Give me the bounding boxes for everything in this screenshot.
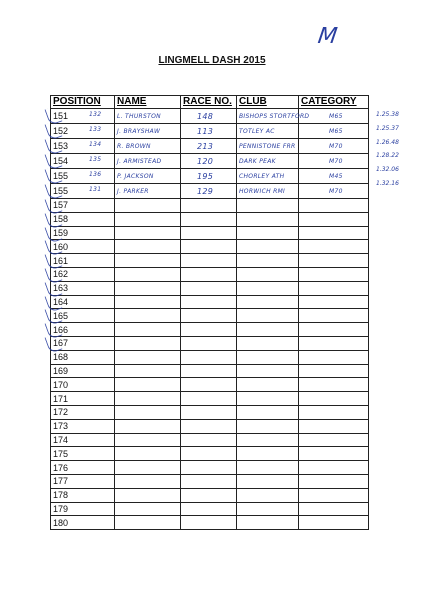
race-no-cell xyxy=(181,474,237,488)
name-cell xyxy=(115,350,181,364)
name-cell xyxy=(115,267,181,281)
table-row xyxy=(51,309,369,323)
category-cell xyxy=(299,267,369,281)
position-cell xyxy=(51,267,115,281)
name-cell xyxy=(115,323,181,337)
header-category: CATEGORY xyxy=(299,96,369,109)
finish-time: 1.32.16 xyxy=(376,179,399,187)
club-cell-text: HORWICH RMI xyxy=(239,188,286,195)
position-cell xyxy=(51,323,115,337)
name-cell xyxy=(115,461,181,475)
category-cell xyxy=(299,199,369,213)
table-row xyxy=(51,240,369,254)
table-row xyxy=(51,461,369,475)
position-number: 169 xyxy=(53,365,69,376)
club-cell xyxy=(237,350,299,364)
club-cell xyxy=(237,433,299,447)
page-title: LINGMELL DASH 2015 xyxy=(158,55,266,66)
race-no-cell xyxy=(181,364,237,378)
club-cell xyxy=(237,226,299,240)
name-cell xyxy=(115,199,181,213)
race-no-cell xyxy=(181,109,237,124)
name-cell xyxy=(115,124,181,139)
position-cell xyxy=(51,336,115,350)
table-row xyxy=(51,516,369,530)
category-cell xyxy=(299,309,369,323)
category-cell xyxy=(299,254,369,268)
position-cell xyxy=(51,295,115,309)
position-cell xyxy=(51,212,115,226)
position-cell xyxy=(51,405,115,419)
position-cell xyxy=(51,488,115,502)
position-cell xyxy=(51,139,115,154)
category-cell xyxy=(299,488,369,502)
handwritten-category-mark: M xyxy=(316,24,339,49)
position-number: 166 xyxy=(53,324,69,335)
finish-time: 1.26.48 xyxy=(376,138,399,146)
race-no-cell-text: 120 xyxy=(197,156,214,166)
table-row xyxy=(51,405,369,419)
name-cell-text: J. BRAYSHAW xyxy=(117,128,161,135)
category-cell xyxy=(299,226,369,240)
name-cell xyxy=(115,364,181,378)
category-cell xyxy=(299,502,369,516)
club-cell xyxy=(237,109,310,124)
position-number: 159 xyxy=(53,227,69,238)
position-cell xyxy=(51,419,115,433)
position-number: 154 xyxy=(53,156,69,166)
position-cell xyxy=(51,169,115,184)
category-cell-text: M70 xyxy=(329,143,343,150)
name-cell xyxy=(115,184,181,199)
category-cell xyxy=(299,212,369,226)
name-cell xyxy=(115,254,181,268)
position-number: 172 xyxy=(53,407,69,418)
race-no-cell xyxy=(181,378,237,392)
race-no-cell xyxy=(181,184,237,199)
position-cell xyxy=(51,350,115,364)
race-no-cell xyxy=(181,139,237,154)
position-cell xyxy=(51,254,115,268)
category-cell xyxy=(299,516,369,530)
handwritten-number: 135 xyxy=(89,156,102,163)
name-cell xyxy=(115,336,181,350)
position-number: 157 xyxy=(53,200,69,211)
club-cell xyxy=(237,184,299,199)
position-number: 173 xyxy=(53,421,69,432)
club-cell-text: DARK PEAK xyxy=(239,158,276,165)
table-row xyxy=(51,212,369,226)
table-row xyxy=(51,169,369,184)
table-row xyxy=(51,124,369,139)
position-cell xyxy=(51,154,115,169)
position-cell xyxy=(51,124,115,139)
header-position: POSITION xyxy=(51,96,115,109)
name-cell xyxy=(115,139,181,154)
category-cell xyxy=(299,419,369,433)
race-no-cell xyxy=(181,254,237,268)
name-cell xyxy=(115,240,181,254)
club-cell xyxy=(237,364,299,378)
table-row xyxy=(51,392,369,406)
club-cell xyxy=(237,336,299,350)
name-cell xyxy=(115,281,181,295)
position-number: 174 xyxy=(53,434,69,445)
race-no-cell xyxy=(181,309,237,323)
table-row xyxy=(51,323,369,337)
table-row xyxy=(51,378,369,392)
club-cell xyxy=(237,254,299,268)
category-cell xyxy=(299,447,369,461)
club-cell xyxy=(237,474,299,488)
position-cell xyxy=(51,281,115,295)
category-cell xyxy=(299,364,369,378)
name-cell xyxy=(115,392,181,406)
position-cell xyxy=(51,502,115,516)
name-cell xyxy=(115,378,181,392)
race-no-cell xyxy=(181,267,237,281)
name-cell xyxy=(115,169,181,184)
position-number: 161 xyxy=(53,255,69,266)
position-cell xyxy=(51,184,115,199)
finish-time: 1.32.06 xyxy=(376,166,399,174)
position-number: 168 xyxy=(53,352,69,363)
name-cell xyxy=(115,309,181,323)
club-cell xyxy=(237,309,299,323)
race-no-cell xyxy=(181,199,237,213)
race-no-cell xyxy=(181,419,237,433)
club-cell xyxy=(237,405,299,419)
club-cell xyxy=(237,447,299,461)
race-no-cell xyxy=(181,281,237,295)
name-cell xyxy=(115,488,181,502)
race-no-cell xyxy=(181,169,237,184)
category-cell xyxy=(299,336,369,350)
position-number: 179 xyxy=(53,503,69,514)
table-row xyxy=(51,267,369,281)
table-row xyxy=(51,109,369,124)
table-row xyxy=(51,350,369,364)
club-cell xyxy=(237,488,299,502)
table-row xyxy=(51,139,369,154)
race-no-cell xyxy=(181,323,237,337)
position-cell xyxy=(51,109,115,124)
position-number: 171 xyxy=(53,393,69,404)
race-no-cell xyxy=(181,516,237,530)
handwritten-number: 134 xyxy=(89,141,102,148)
handwritten-number: 131 xyxy=(89,186,102,193)
club-cell-text: TOTLEY AC xyxy=(239,128,275,135)
name-cell xyxy=(115,212,181,226)
position-cell xyxy=(51,433,115,447)
category-cell xyxy=(299,184,369,199)
position-number: 175 xyxy=(53,448,69,459)
category-cell xyxy=(299,378,369,392)
table-row xyxy=(51,154,369,169)
position-number: 167 xyxy=(53,338,69,349)
header-race-no: RACE NO. xyxy=(181,96,237,109)
results-table-container xyxy=(50,95,368,530)
position-number: 155 xyxy=(53,171,69,181)
race-no-cell xyxy=(181,488,237,502)
position-number: 164 xyxy=(53,296,69,307)
position-number: 176 xyxy=(53,462,69,473)
club-cell xyxy=(237,212,299,226)
position-number: 180 xyxy=(53,517,69,528)
table-row xyxy=(51,474,369,488)
handwritten-times-column xyxy=(376,95,422,191)
table-row xyxy=(51,254,369,268)
race-no-cell xyxy=(181,295,237,309)
race-no-cell xyxy=(181,350,237,364)
results-table xyxy=(50,95,369,530)
race-no-cell-text: 113 xyxy=(197,126,214,136)
position-cell xyxy=(51,240,115,254)
category-cell xyxy=(299,154,369,169)
position-number: 153 xyxy=(53,141,69,151)
club-cell xyxy=(237,461,299,475)
club-cell xyxy=(237,378,299,392)
position-cell xyxy=(51,392,115,406)
category-cell xyxy=(299,295,369,309)
club-cell xyxy=(237,419,299,433)
race-no-cell xyxy=(181,336,237,350)
position-cell xyxy=(51,364,115,378)
race-no-cell xyxy=(181,433,237,447)
race-no-cell xyxy=(181,461,237,475)
name-cell xyxy=(115,516,181,530)
position-number: 158 xyxy=(53,214,69,225)
category-cell-text: M45 xyxy=(329,173,343,180)
club-cell xyxy=(237,281,299,295)
name-cell xyxy=(115,474,181,488)
race-no-cell xyxy=(181,502,237,516)
club-cell-text: CHORLEY ATH xyxy=(239,173,285,180)
category-cell xyxy=(299,169,369,184)
table-row xyxy=(51,184,369,199)
club-cell xyxy=(237,295,299,309)
category-cell xyxy=(299,139,369,154)
table-row xyxy=(51,336,369,350)
table-row xyxy=(51,488,369,502)
table-row xyxy=(51,433,369,447)
position-cell xyxy=(51,378,115,392)
category-cell xyxy=(299,109,369,124)
name-cell-text: J. PARKER xyxy=(117,188,149,195)
name-cell xyxy=(115,433,181,447)
name-cell xyxy=(115,502,181,516)
position-cell xyxy=(51,516,115,530)
club-cell xyxy=(237,502,299,516)
category-cell xyxy=(299,474,369,488)
category-cell xyxy=(299,240,369,254)
results-body xyxy=(51,109,369,530)
position-cell xyxy=(51,474,115,488)
category-cell xyxy=(299,461,369,475)
position-number: 160 xyxy=(53,241,69,252)
name-cell-text: J. ARMISTEAD xyxy=(117,158,162,165)
category-cell xyxy=(299,281,369,295)
club-cell xyxy=(237,392,299,406)
finish-time: 1.28.22 xyxy=(376,152,399,160)
name-cell xyxy=(115,226,181,240)
name-cell xyxy=(115,295,181,309)
category-cell xyxy=(299,323,369,337)
position-number: 177 xyxy=(53,476,69,487)
category-cell xyxy=(299,350,369,364)
position-cell xyxy=(51,199,115,213)
name-cell-text: P. JACKSON xyxy=(117,173,154,180)
club-cell xyxy=(237,154,299,169)
position-cell xyxy=(51,447,115,461)
position-number: 162 xyxy=(53,269,69,280)
category-cell-text: M65 xyxy=(329,128,343,135)
club-cell xyxy=(237,516,299,530)
name-cell xyxy=(115,109,181,124)
category-cell-text: M65 xyxy=(329,113,343,120)
name-cell xyxy=(115,447,181,461)
table-row xyxy=(51,419,369,433)
club-cell xyxy=(237,124,299,139)
club-cell xyxy=(237,139,299,154)
category-cell xyxy=(299,392,369,406)
header-club: CLUB xyxy=(237,96,299,109)
table-row xyxy=(51,199,369,213)
table-row xyxy=(51,295,369,309)
category-cell xyxy=(299,433,369,447)
race-no-cell-text: 148 xyxy=(197,111,214,121)
handwritten-number: 133 xyxy=(89,126,102,133)
race-no-cell xyxy=(181,447,237,461)
position-number: 163 xyxy=(53,283,69,294)
position-number: 178 xyxy=(53,490,69,501)
position-number: 165 xyxy=(53,310,69,321)
club-cell xyxy=(237,240,299,254)
race-no-cell xyxy=(181,154,237,169)
race-no-cell xyxy=(181,212,237,226)
club-cell xyxy=(237,323,299,337)
name-cell-text: R. BROWN xyxy=(117,143,151,150)
header-row xyxy=(51,96,369,109)
race-no-cell xyxy=(181,392,237,406)
position-number: 155 xyxy=(53,186,69,196)
position-number: 151 xyxy=(53,111,69,121)
finish-time: 1.25.38 xyxy=(376,111,399,118)
header-name: NAME xyxy=(115,96,181,109)
club-cell-text: PENNISTONE FRR xyxy=(239,143,296,150)
position-number: 170 xyxy=(53,379,69,390)
table-row xyxy=(51,447,369,461)
race-no-cell xyxy=(181,240,237,254)
position-number: 152 xyxy=(53,126,69,136)
race-no-cell-text: 195 xyxy=(197,171,214,181)
name-cell-text: L. THURSTON xyxy=(117,113,161,120)
finish-time: 1.25.37 xyxy=(376,124,399,132)
name-cell xyxy=(115,154,181,169)
race-no-cell-text: 129 xyxy=(197,186,214,196)
position-cell xyxy=(51,226,115,240)
category-cell-text: M70 xyxy=(329,158,343,165)
club-cell xyxy=(237,199,299,213)
race-no-cell-text: 213 xyxy=(197,141,214,151)
table-row xyxy=(51,364,369,378)
race-no-cell xyxy=(181,124,237,139)
name-cell xyxy=(115,405,181,419)
club-cell xyxy=(237,169,299,184)
category-cell xyxy=(299,405,369,419)
race-no-cell xyxy=(181,405,237,419)
position-cell xyxy=(51,461,115,475)
table-row xyxy=(51,502,369,516)
category-cell xyxy=(299,124,369,139)
position-cell xyxy=(51,309,115,323)
club-cell-text: BISHOPS STORTFORD xyxy=(239,113,310,120)
race-no-cell xyxy=(181,226,237,240)
name-cell xyxy=(115,419,181,433)
table-row xyxy=(51,226,369,240)
handwritten-number: 136 xyxy=(89,171,102,178)
category-cell-text: M70 xyxy=(329,188,343,195)
table-row xyxy=(51,281,369,295)
club-cell xyxy=(237,267,299,281)
handwritten-number: 132 xyxy=(89,111,102,118)
